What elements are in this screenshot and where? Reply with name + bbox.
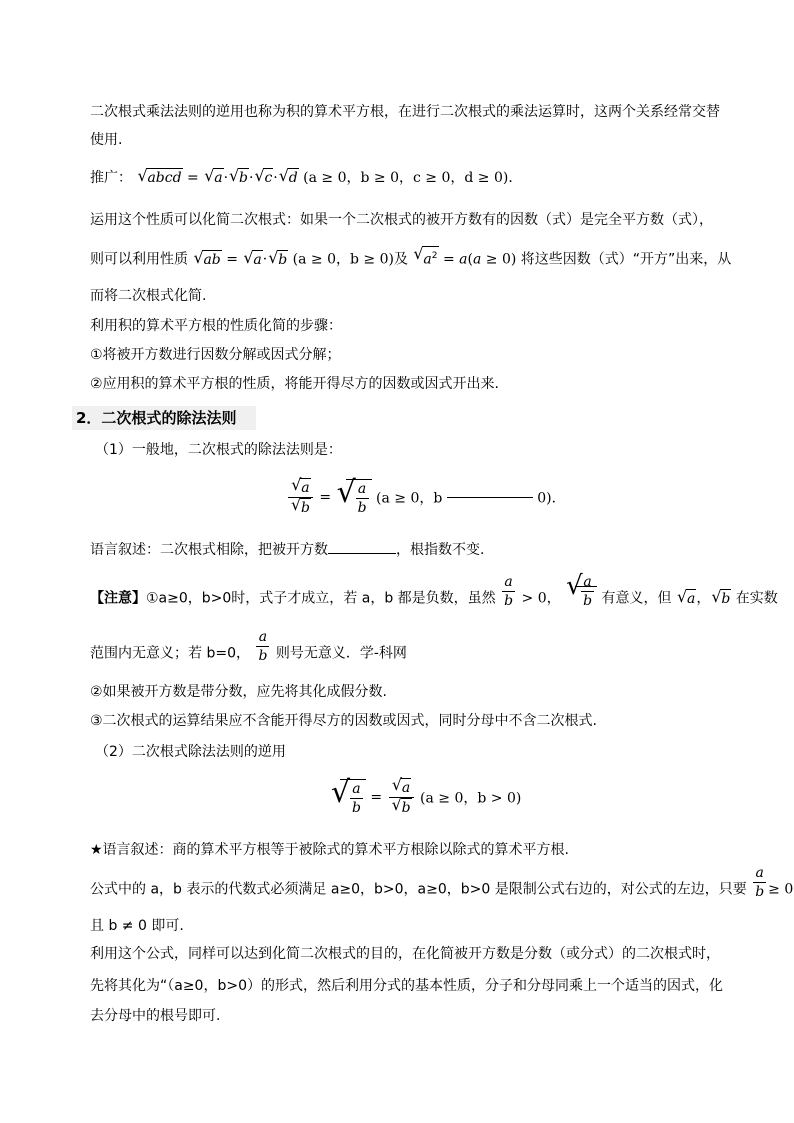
paragraph-simplify-3: 去分母中的根号即可.	[90, 1008, 221, 1024]
paragraph-intro-cont: 使用.	[90, 132, 123, 148]
usage-condition: (a ≥ 0，b ≥ 0)及	[292, 251, 408, 268]
note-text-c: 在实数	[735, 590, 778, 607]
star-statement: ★语言叙述：商的算术平方根等于被除式的算术平方根除以除式的算术平方根.	[90, 842, 569, 858]
formula-sqrt-a2: √ a	[243, 247, 262, 268]
note2-text-a: 范围内无意义；若 b=0，	[90, 645, 250, 662]
note-label: 【注意】	[90, 590, 146, 607]
formula-note-fraction: $\frac{a}{b}$	[755, 865, 765, 900]
note-text-b: 有意义，但	[601, 590, 672, 607]
generalization-condition: (a ≥ 0，b ≥ 0，c ≥ 0，d ≥ 0)．	[303, 170, 523, 186]
formula-sqrt-abcd: √ abcd	[137, 166, 182, 186]
note-item-2: ②如果被开方数是带分数，应先将其化成假分数.	[90, 684, 387, 700]
note-sqrt-b: √ b	[711, 586, 731, 607]
paragraph-usage-end: 而将二次根式化简.	[90, 288, 207, 304]
eq1-tail: 0)．	[537, 490, 566, 507]
note-line-1: 【注意】①a≥0，b>0时，式子才成立，若 a，b 都是负数，虽然 $\frac{a}{b}$ > 0， √ $\frac{a}{b}$ 有意义，但 √ a， √ b 在实数	[90, 571, 778, 609]
paragraph-usage: 运用这个性质可以化简二次根式：如果一个二次根式的被开方数有的因数（式）是完全平方数（式），	[90, 212, 713, 228]
formula-note-text: 公式中的 a，b 表示的代数式必须满足 a≥0，b>0，a≥0，b>0 是限制公式右边的，对公式的左边，只要	[90, 881, 747, 898]
equation-inverse-division: √ $\frac{a}{b}$ = √ a √ b (a ≥ 0，b > 0)	[331, 774, 522, 816]
formula-note-geq: ≥ 0	[768, 881, 794, 898]
lang1-text-b: ，根指数不变.	[396, 542, 485, 558]
equation-division-rule: √ a √ b = √ $\frac{a}{b}$ (a ≥ 0，b 0)．	[286, 478, 566, 517]
formula-sqrt-a-squared: √ $a^2$	[413, 244, 438, 268]
note-fraction-a-b: $\frac{a}{b}$	[504, 574, 514, 609]
note2-text-b: 则号无意义．学-科网	[275, 645, 407, 662]
steps-title: 利用积的算术平方根的性质化简的步骤：	[90, 318, 342, 334]
generalization-line: 推广： √ abcd = √ a· √ b· √ c· √ d (a ≥ 0，b ≥ 0，c ≥ 0，d ≥ 0)．	[90, 166, 523, 186]
inverse-division-title: （2）二次根式除法法则的逆用	[95, 744, 286, 760]
note-text-a: ①a≥0，b>0时，式子才成立，若 a，b 都是负数，虽然	[146, 590, 496, 607]
formula-note-line-1	[90, 865, 794, 901]
generalization-label: 推广：	[90, 170, 132, 186]
formula-sqrt-b: √ b	[229, 166, 248, 186]
paragraph-simplify-1: 利用这个公式，同样可以达到化简二次根式的目的，在化简被开方数是分数（或分式）的二次根式时，	[90, 946, 720, 962]
language-statement-1	[90, 540, 484, 560]
step-2: ②应用积的算术平方根的性质，将能开得尽方的因数或因式开出来.	[90, 376, 499, 392]
formula-sqrt-d: √ d	[278, 166, 298, 186]
eq1-right-sqrt: √ $\frac{a}{b}$	[337, 479, 372, 517]
note-sqrt-a: √ a	[676, 586, 696, 607]
eq2-left-sqrt: √ $\frac{a}{b}$	[331, 779, 366, 817]
eq2-right-fraction: √ a √ b	[389, 778, 414, 817]
eq1-blank	[447, 497, 533, 498]
paragraph-usage-formula: 则可以利用性质 √ ab = √ a· √ b (a ≥ 0，b ≥ 0)及 √ $a^2 = a(a \ge 0)$ 将这些因数（式）“开方”出来，从	[90, 244, 732, 268]
note-sqrt-fraction: √ $\frac{a}{b}$	[566, 586, 597, 610]
eq1-condition: (a ≥ 0，b	[376, 490, 443, 507]
note-line-2	[90, 629, 407, 665]
lang1-blank	[328, 553, 396, 554]
formula-note-line-2: 且 b ≠ 0 即可.	[90, 918, 184, 934]
step-1: ①将被开方数进行因数分解或因式分解；	[90, 347, 341, 363]
division-rule-title: （1）一般地，二次根式的除法法则是：	[95, 442, 342, 458]
eq1-left-fraction: √ a √ b	[288, 478, 313, 517]
eq2-condition: (a ≥ 0，b > 0)	[420, 790, 522, 807]
paragraph-simplify-2: 先将其化为“（a≥0，b>0）的形式，然后利用分式的基本性质，分子和分母同乘上一个适当的因式，化	[90, 978, 723, 994]
usage-text-c: 将这些因数（式）“开方”出来，从	[520, 251, 732, 268]
formula-sqrt-a: √ a	[204, 166, 223, 186]
formula-sqrt-ab: √ ab	[193, 247, 221, 268]
note-item-3: ③二次根式的运算结果应不含能开得尽方的因数或因式，同时分母中不含二次根式.	[90, 713, 597, 729]
usage-text-a: 则可以利用性质	[90, 251, 188, 268]
paragraph-intro: 二次根式乘法法则的逆用也称为积的算术平方根，在进行二次根式的乘法运算时，这两个关系经常交替	[90, 104, 720, 120]
lang1-text-a: 语言叙述：二次根式相除，把被开方数	[90, 542, 328, 558]
note2-fraction: $\frac{a}{b}$	[258, 629, 268, 664]
formula-sqrt-b2: √ b	[268, 247, 288, 268]
formula-sqrt-c: √ c	[254, 166, 273, 186]
section-2-heading: 2．二次根式的除法法则	[72, 406, 256, 430]
